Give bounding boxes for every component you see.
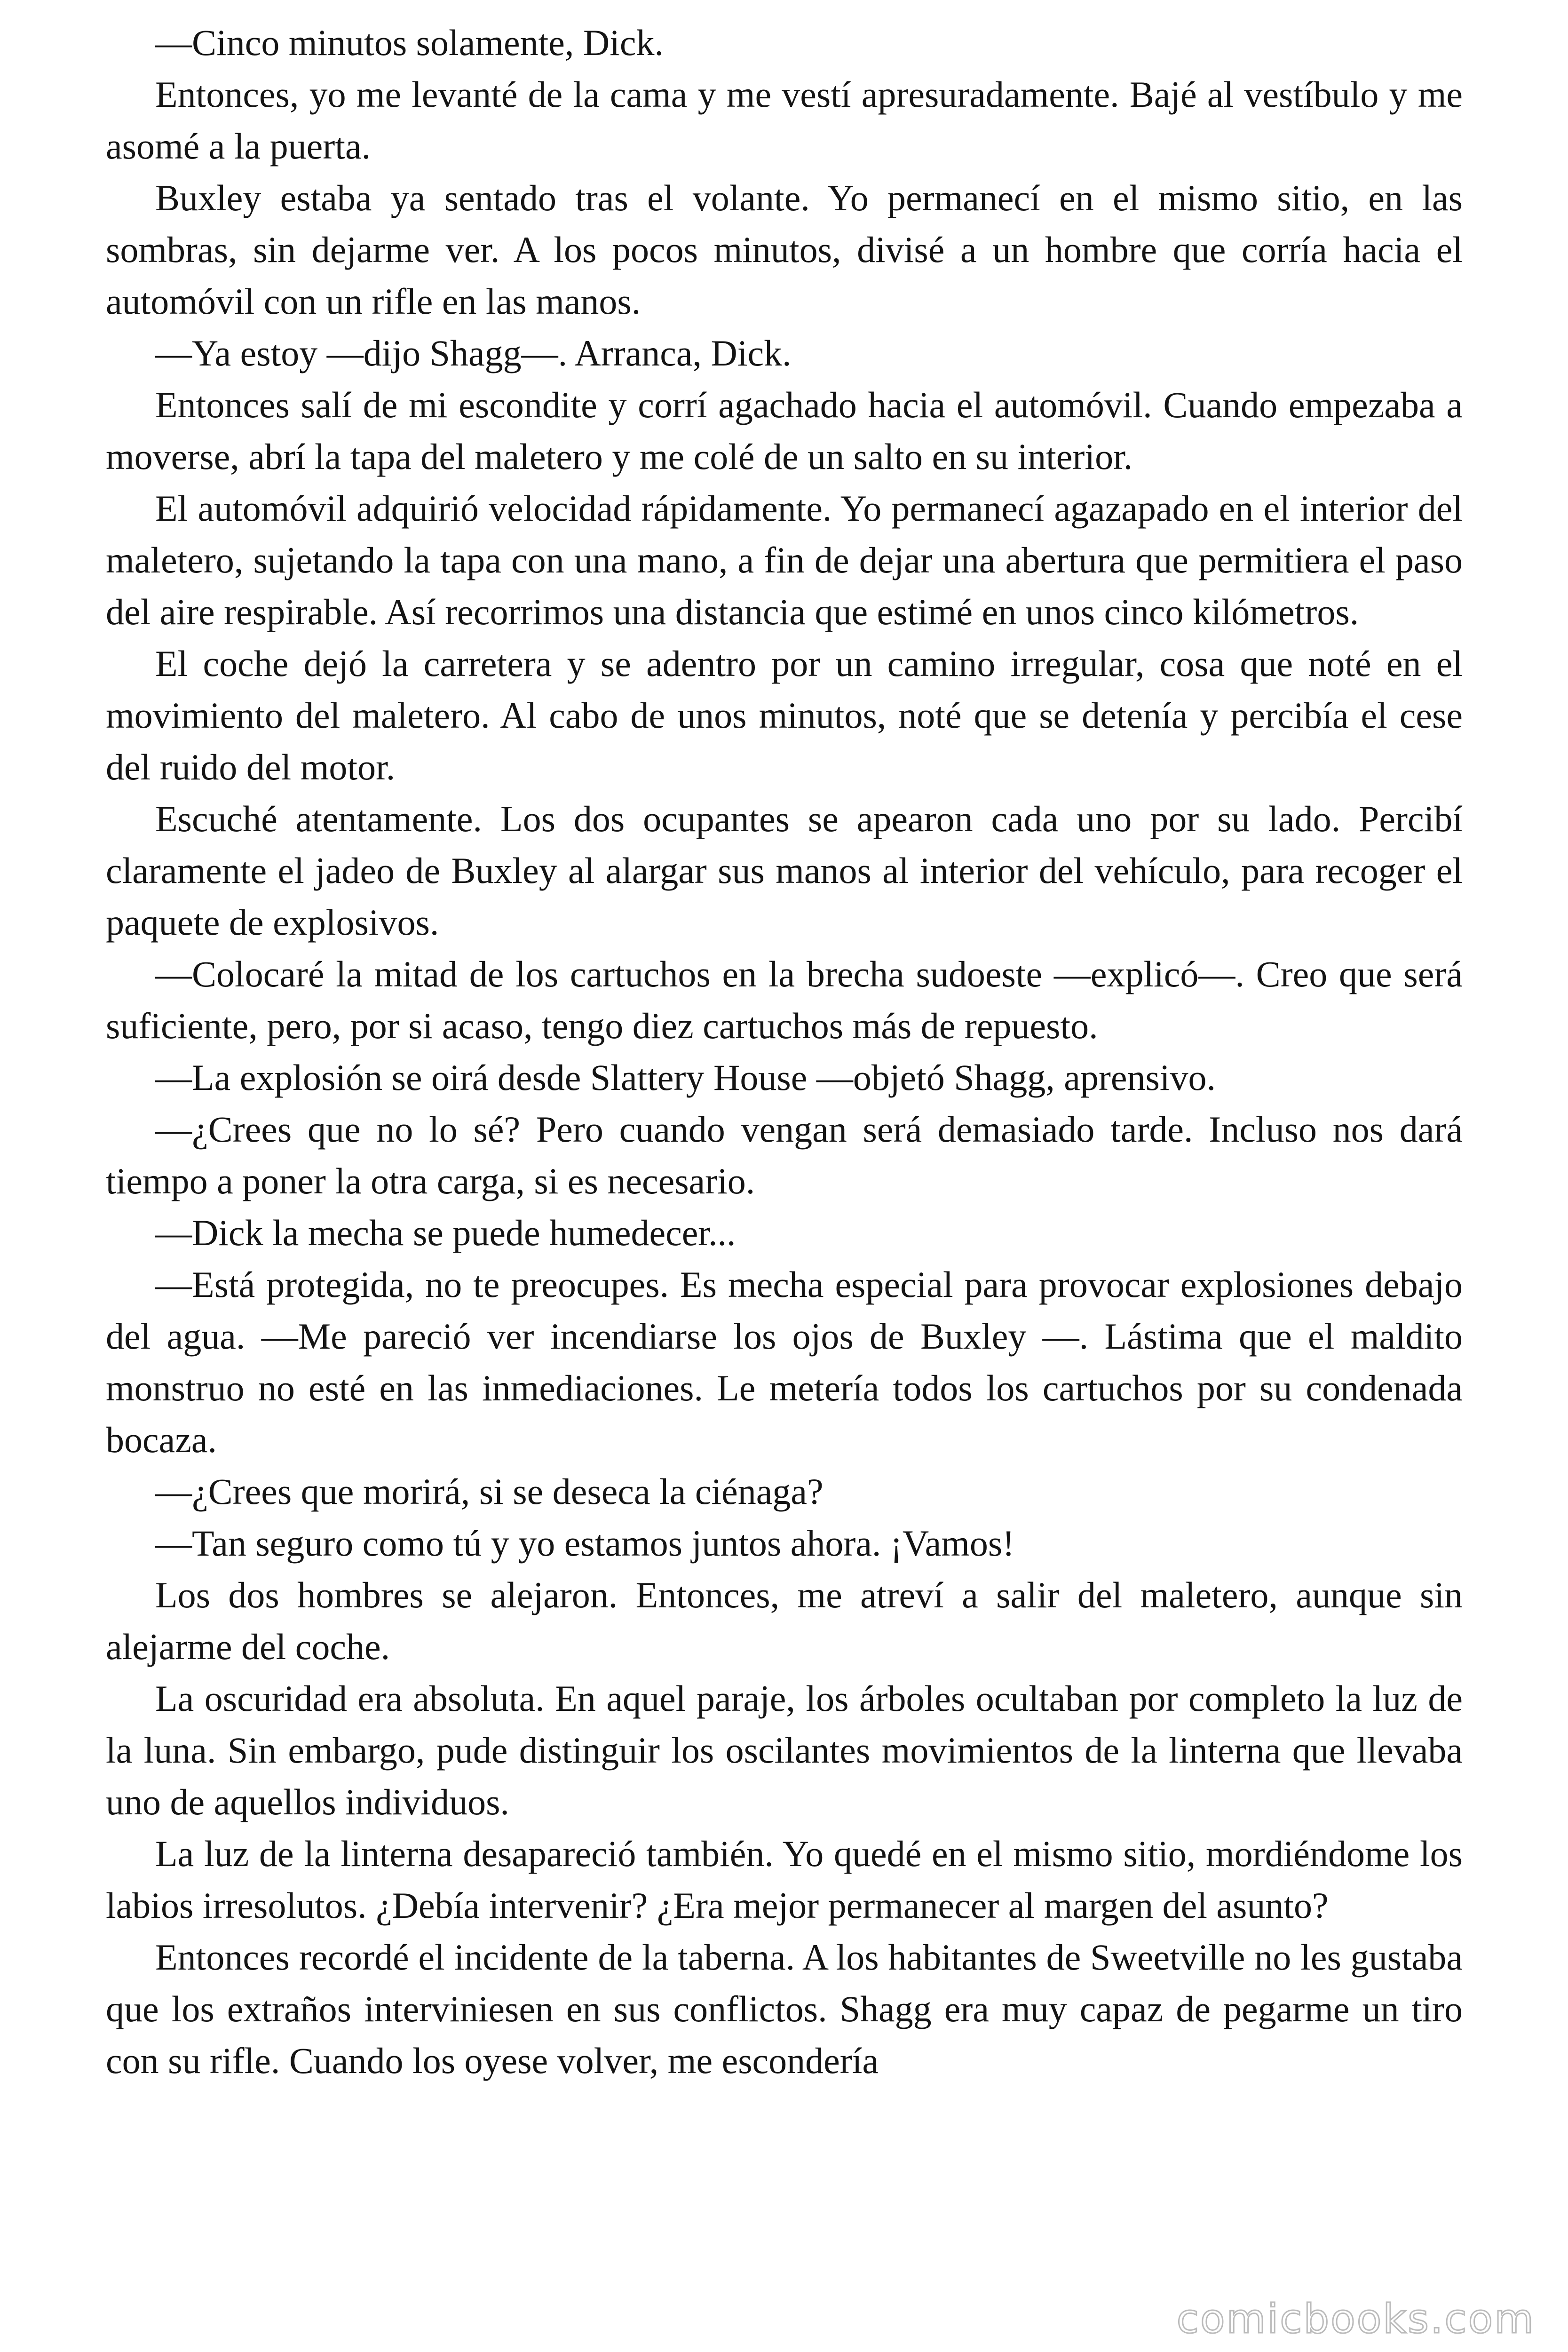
paragraph: —Ya estoy —dijo Shagg—. Arranca, Dick. — [155, 333, 792, 373]
paragraph: Entonces, yo me levanté de la cama y me vestí apresuradamente. Bajé al vestíbulo y me asomé a la puerta. — [106, 74, 1463, 167]
paragraph: La oscuridad era absoluta. En aquel paraje, los árboles ocultaban por completo la luz de la luna. Sin embargo, pude distinguir los oscilantes movimientos de la linterna que llevaba uno de aquellos individuos. — [106, 1678, 1463, 1822]
paragraph: El coche dejó la carretera y se adentro por un camino irregular, cosa que noté en el movimiento del maletero. Al cabo de unos minutos, noté que se detenía y percibía el cese del ruido del motor. — [106, 643, 1463, 787]
paragraph: —Cinco minutos solamente, Dick. — [155, 22, 664, 63]
watermark: comicbooks.com — [1176, 2296, 1535, 2343]
paragraph: Entonces salí de mi escondite y corrí agachado hacia el automóvil. Cuando empezaba a moverse, abrí la tapa del maletero y me colé de un salto en su interior. — [106, 384, 1463, 477]
paragraph: —Está protegida, no te preocupes. Es mecha especial para provocar explosiones debajo del agua. —Me pareció ver incendiarse los ojos de Buxley —. Lástima que el maldito monstruo no esté en las inmediaciones. Le metería todos los cartuchos por su condenada bocaza. — [106, 1264, 1463, 1460]
paragraph: —Colocaré la mitad de los cartuchos en la brecha sudoeste —explicó—. Creo que será suficiente, pero, por si acaso, tengo diez cartuchos más de repuesto. — [106, 954, 1463, 1046]
paragraph: El automóvil adquirió velocidad rápidamente. Yo permanecí agazapado en el interior del maletero, sujetando la tapa con una mano, a fin de dejar una abertura que permitiera el paso del aire respirable. Así recorrimos una distancia que estimé en unos cinco kilómetros. — [106, 488, 1463, 632]
paragraph: —¿Crees que no lo sé? Pero cuando vengan será demasiado tarde. Incluso nos dará tiempo a poner la otra carga, si es necesario. — [106, 1109, 1463, 1201]
paragraph: La luz de la linterna desapareció también. Yo quedé en el mismo sitio, mordiéndome los labios irresolutos. ¿Debía intervenir? ¿Era mejor permanecer al margen del asunto? — [106, 1833, 1463, 1926]
paragraph: Buxley estaba ya sentado tras el volante. Yo permanecí en el mismo sitio, en las sombras, sin dejarme ver. A los pocos minutos, divisé a un hombre que corría hacia el automóvil con un rifle en las manos. — [106, 177, 1463, 322]
paragraph: —Dick la mecha se puede humedecer... — [155, 1212, 736, 1253]
paragraph: Escuché atentamente. Los dos ocupantes se apearon cada uno por su lado. Percibí claramente el jadeo de Buxley al alargar sus manos al interior del vehículo, para recoger el paquete de explosivos. — [106, 798, 1463, 943]
paragraph: —La explosión se oirá desde Slattery House —objetó Shagg, aprensivo. — [155, 1057, 1216, 1098]
book-page-text — [106, 17, 1463, 2087]
paragraph: —¿Crees que morirá, si se deseca la ciénaga? — [155, 1471, 824, 1512]
paragraph: Los dos hombres se alejaron. Entonces, me atreví a salir del maletero, aunque sin alejarme del coche. — [106, 1574, 1463, 1667]
paragraph: Entonces recordé el incidente de la taberna. A los habitantes de Sweetville no les gustaba que los extraños interviniesen en sus conflictos. Shagg era muy capaz de pegarme un tiro con su rifle. Cuando los oyese volver, me escondería — [106, 1937, 1463, 2081]
paragraph: —Tan seguro como tú y yo estamos juntos ahora. ¡Vamos! — [155, 1523, 1015, 1564]
